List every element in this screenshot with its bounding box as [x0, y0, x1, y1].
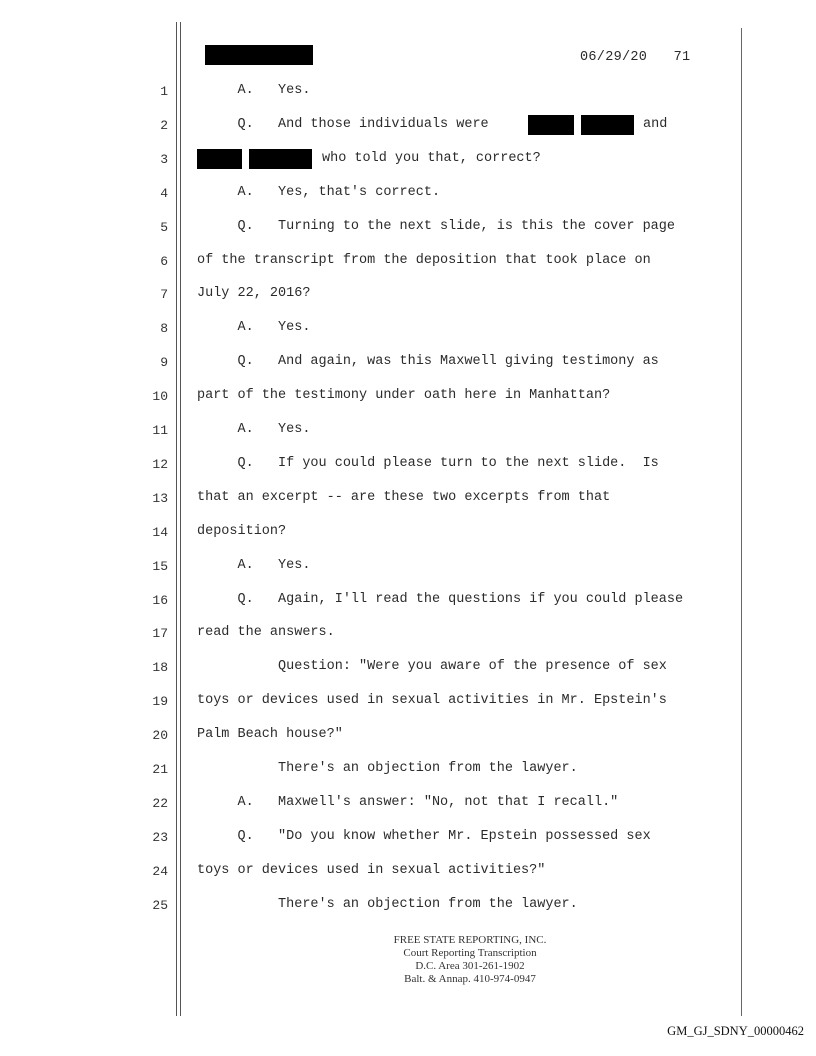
left-margin-rule [176, 22, 177, 1016]
line-text: that an excerpt -- are these two excerpts from that [197, 489, 611, 505]
line-text: part of the testimony under oath here in Manhattan? [197, 388, 611, 404]
line-number: 12 [152, 456, 168, 472]
line-text: Question: "Were you aware of the presence of sex [197, 659, 667, 675]
line-text: of the transcript from the deposition that took place on [197, 252, 651, 268]
line-text: Q. "Do you know whether Mr. Epstein possessed sex [197, 828, 651, 844]
header-page-number: 71 [673, 50, 691, 65]
footer-dc-phone: D.C. Area 301-261-1902 [415, 960, 525, 972]
line-number: 6 [160, 253, 168, 269]
line-number: 19 [152, 694, 168, 710]
line-number: 11 [152, 423, 168, 438]
line-number: 14 [152, 524, 168, 540]
line-text: Q. Turning to the next slide, is this the cover page [197, 218, 675, 234]
line-number: 5 [160, 219, 168, 235]
header-date: 06/29/20 [580, 50, 648, 65]
line-text: A. Yes. [197, 557, 311, 573]
line-number: 9 [160, 355, 168, 371]
line-text: Q. Again, I'll read the questions if you could please [197, 591, 684, 607]
line-text: toys or devices used in sexual activities in Mr. Epstein's [197, 693, 667, 709]
line-number: 4 [160, 185, 168, 201]
line-text: Q. And those individuals were [197, 116, 497, 132]
redaction-line2-a [528, 115, 574, 135]
line-number: 2 [160, 117, 168, 133]
footer-balt-phone: Balt. & Annap. 410-974-0947 [404, 973, 536, 985]
line2-tail: and [643, 117, 668, 132]
redaction-header [205, 45, 313, 65]
line-number: 17 [152, 626, 168, 642]
line-number: 16 [152, 592, 168, 608]
line-text: A. Yes. [197, 422, 311, 437]
footer-company: FREE STATE REPORTING, INC. [393, 934, 547, 946]
line-number: 3 [160, 151, 168, 167]
line-text: toys or devices used in sexual activities?" [197, 862, 546, 878]
redaction-line3-b [249, 149, 312, 169]
line-number: 22 [152, 795, 168, 811]
left-margin-rule-inner [180, 22, 181, 1016]
footer-service: Court Reporting Transcription [403, 947, 537, 959]
right-margin-rule [741, 28, 742, 1016]
line-text: A. Yes, that's correct. [197, 184, 441, 200]
line-text: A. Yes. [197, 83, 311, 98]
bates-number: GM_GJ_SDNY_00000462 [667, 1024, 804, 1038]
line3-tail: who told you that, correct? [322, 151, 541, 166]
line-text: deposition? [197, 523, 287, 539]
line-text: There's an objection from the lawyer. [197, 896, 578, 912]
line-number: 21 [152, 762, 168, 777]
redaction-line3-a [197, 149, 242, 169]
line-number: 25 [152, 897, 168, 913]
line-number: 13 [152, 490, 168, 506]
line-number: 10 [152, 389, 168, 405]
line-text: Palm Beach house?" [197, 727, 343, 743]
line-number: 20 [152, 728, 168, 744]
line-number: 1 [160, 84, 168, 99]
redaction-line2-b [581, 115, 634, 135]
line-text: A. Maxwell's answer: "No, not that I recall." [197, 794, 619, 810]
line-number: 15 [152, 558, 168, 574]
line-text: There's an objection from the lawyer. [197, 761, 578, 776]
line-number: 23 [152, 829, 168, 845]
line-number: 18 [152, 660, 168, 676]
line-text: Q. And again, was this Maxwell giving testimony as [197, 354, 659, 370]
line-text: Q. If you could please turn to the next slide. Is [197, 455, 659, 471]
reporter-footer [280, 934, 660, 986]
line-text: July 22, 2016? [197, 286, 311, 302]
line-text: A. Yes. [197, 320, 311, 336]
line-number: 24 [152, 863, 168, 879]
line-number: 8 [160, 321, 168, 337]
page-header [580, 50, 690, 65]
line-text: read the answers. [197, 625, 335, 641]
line-number: 7 [160, 287, 168, 303]
